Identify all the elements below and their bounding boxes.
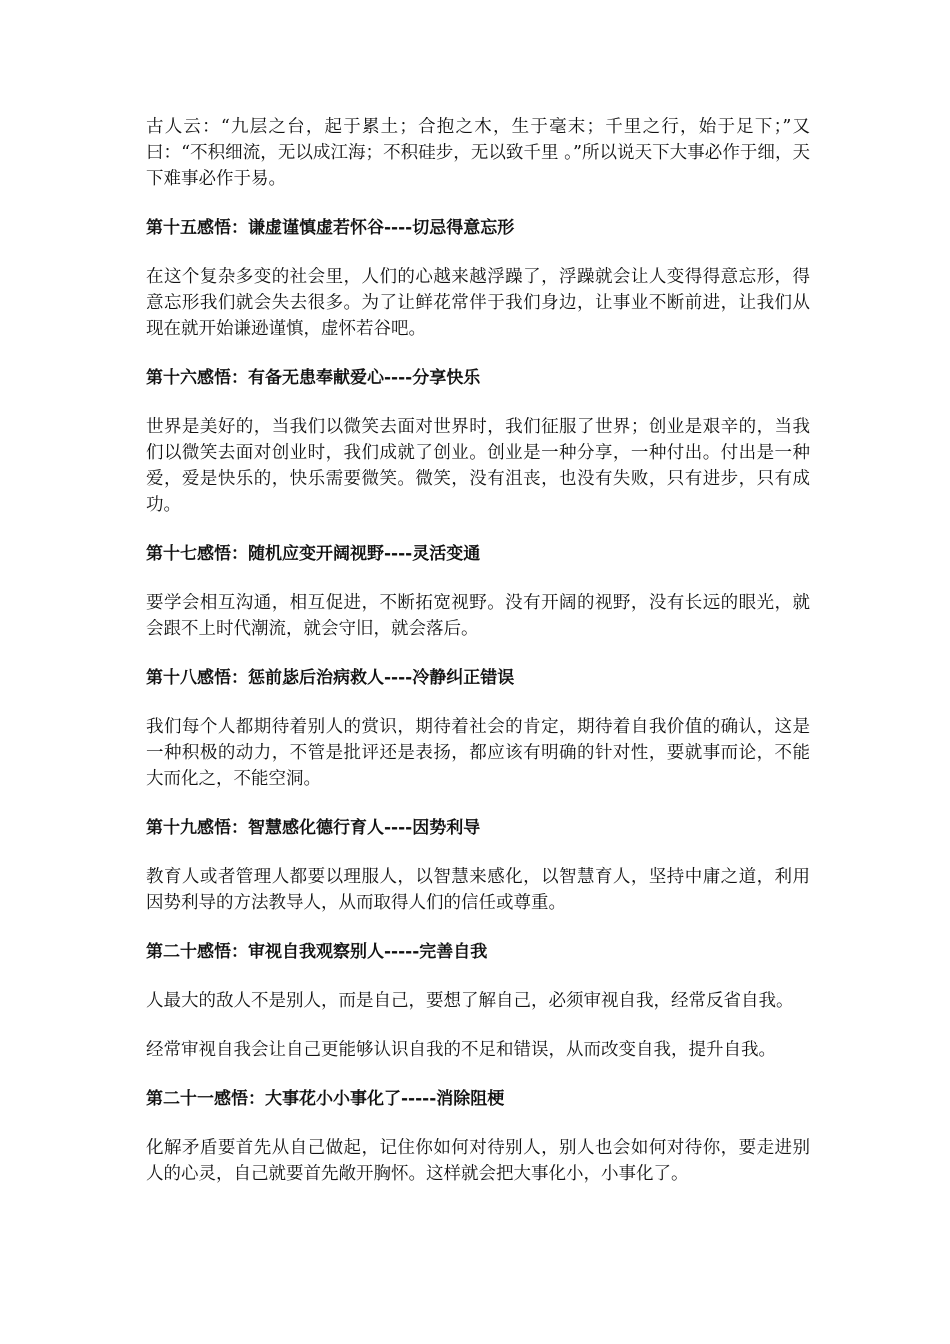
section-heading-21: 第二十一感悟：大事花小小事化了-----消除阻梗 xyxy=(146,1089,505,1109)
document-body xyxy=(146,114,810,1210)
section-heading-17: 第十七感悟：随机应变开阔视野----灵活变通 xyxy=(146,544,481,564)
section-paragraph-21: 化解矛盾要首先从自己做起，记住你如何对待别人，别人也会如何对待你，要走进别人的心灵，自己就要首先敞开胸怀。这样就会把大事化小，小事化了。 xyxy=(146,1138,810,1184)
section-paragraph-20b: 经常审视自我会让自己更能够认识自我的不足和错误，从而改变自我，提升自我。 xyxy=(146,1040,776,1060)
section-heading-15: 第十五感悟：谦虚谨慎虚若怀谷----切忌得意忘形 xyxy=(146,218,515,238)
section-paragraph-17: 要学会相互沟通，相互促进，不断拓宽视野。没有开阔的视野，没有长远的眼光，就会跟不上时代潮流，就会守旧，就会落后。 xyxy=(146,593,810,639)
section-paragraph-15: 在这个复杂多变的社会里，人们的心越来越浮躁了，浮躁就会让人变得得意忘形，得意忘形我们就会失去很多。为了让鲜花常伴于我们身边，让事业不断前进，让我们从现在就开始谦逊谨慎，虚怀若谷吧。 xyxy=(146,267,810,339)
section-heading-16: 第十六感悟：有备无患奉献爱心----分享快乐 xyxy=(146,368,481,388)
section-heading-19: 第十九感悟：智慧感化德行育人----因势利导 xyxy=(146,818,481,838)
section-paragraph-16: 世界是美好的，当我们以微笑去面对世界时，我们征服了世界；创业是艰辛的，当我们以微笑去面对创业时，我们成就了创业。创业是一种分享，一种付出。付出是一种爱，爱是快乐的，快乐需要微笑。微笑，没有沮丧，也没有失败，只有进步，只有成功。 xyxy=(146,417,810,515)
intro-paragraph: 古人云：“九层之台，起于累土；合抱之木，生于毫末；千里之行，始于足下；”又曰：“不积细流，无以成江海；不积硅步，无以致千里 。”所以说天下大事必作于细，天下难事必作于易。 xyxy=(146,117,810,189)
section-paragraph-20a: 人最大的敌人不是别人，而是自己，要想了解自己，必须审视自我，经常反省自我。 xyxy=(146,991,794,1011)
section-paragraph-19: 教育人或者管理人都要以理服人，以智慧来感化，以智慧育人，坚持中庸之道，利用因势利导的方法教导人，从而取得人们的信任或尊重。 xyxy=(146,867,810,913)
section-heading-18: 第十八感悟：惩前毖后治病救人----冷静纠正错误 xyxy=(146,668,515,688)
section-heading-20: 第二十感悟：审视自我观察别人-----完善自我 xyxy=(146,942,488,962)
section-paragraph-18: 我们每个人都期待着别人的赏识，期待着社会的肯定，期待着自我价值的确认，这是一种积极的动力，不管是批评还是表扬，都应该有明确的针对性，要就事而论，不能大而化之，不能空洞。 xyxy=(146,717,810,789)
